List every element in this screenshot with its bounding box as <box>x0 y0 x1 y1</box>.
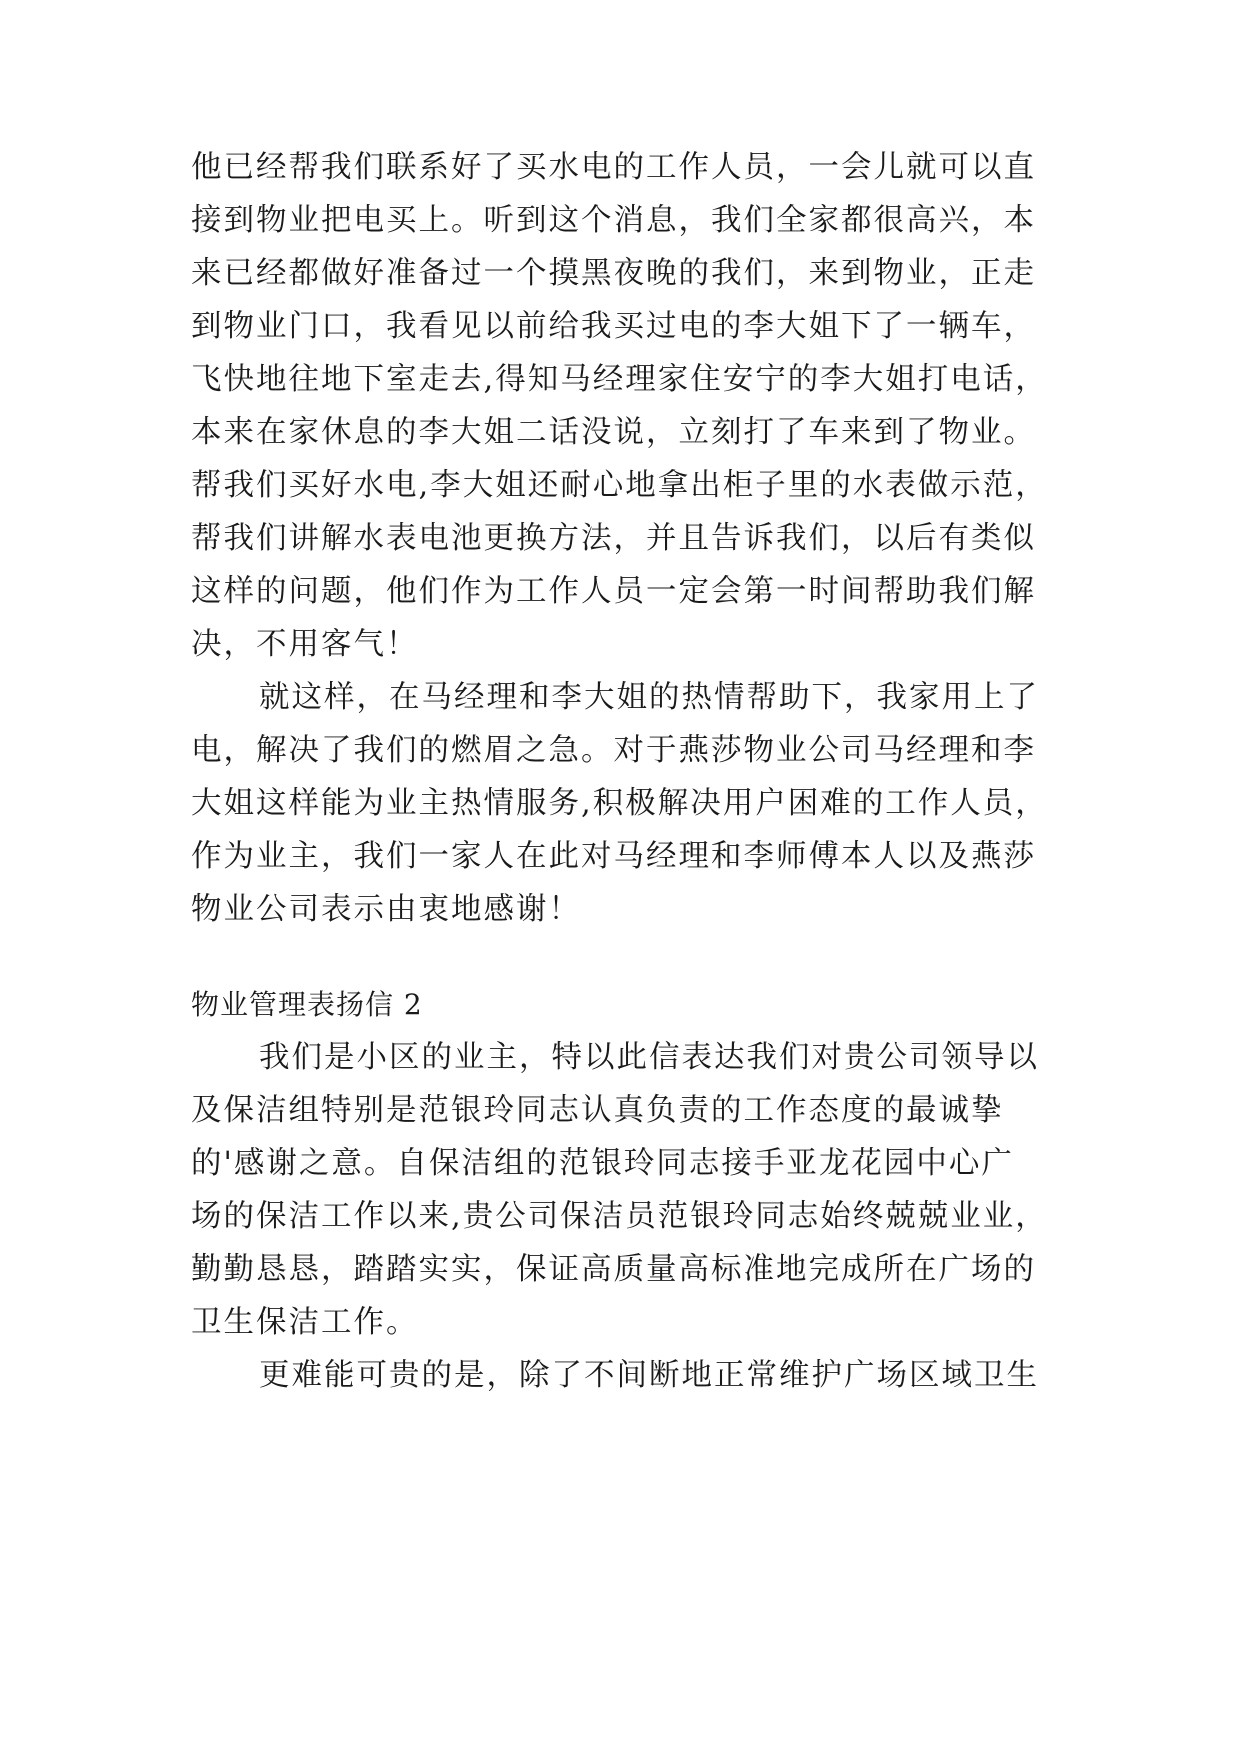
paragraph-line: 来已经都做好准备过一个摸黑夜晚的我们，来到物业，正走 <box>191 256 1036 291</box>
paragraph-line: 及保洁组特别是范银玲同志认真负责的工作态度的最诚挚 <box>191 1093 1004 1128</box>
paragraph-line: 本来在家休息的李大姐二话没说，立刻打了车来到了物业。 <box>191 415 1036 450</box>
paragraph-line: 帮我们买好水电,李大姐还耐心地拿出柜子里的水表做示范， <box>191 468 1048 503</box>
section-heading: 物业管理表扬信 2 <box>191 988 423 1021</box>
paragraph-line: 场的保洁工作以来,贵公司保洁员范银玲同志始终兢兢业业， <box>191 1199 1048 1234</box>
paragraph-line: 物业公司表示由衷地感谢！ <box>191 892 581 927</box>
paragraph-line: 到物业门口，我看见以前给我买过电的李大姐下了一辆车， <box>191 309 1036 344</box>
paragraph-line: 就这样，在马经理和李大姐的热情帮助下，我家用上了 <box>259 680 1039 715</box>
paragraph-line: 我们是小区的业主，特以此信表达我们对贵公司领导以 <box>259 1040 1039 1075</box>
paragraph-line: 他已经帮我们联系好了买水电的工作人员，一会儿就可以直 <box>191 150 1036 185</box>
paragraph-line: 作为业主，我们一家人在此对马经理和李师傅本人以及燕莎 <box>191 839 1036 874</box>
paragraph-line: 大姐这样能为业主热情服务,积极解决用户困难的工作人员， <box>191 786 1048 821</box>
paragraph-line: 飞快地往地下室走去,得知马经理家住安宁的李大姐打电话， <box>191 362 1048 397</box>
paragraph-line: 卫生保洁工作。 <box>191 1305 419 1340</box>
paragraph-line: 这样的问题，他们作为工作人员一定会第一时间帮助我们解 <box>191 574 1036 609</box>
paragraph-line: 帮我们讲解水表电池更换方法，并且告诉我们，以后有类似 <box>191 521 1036 556</box>
paragraph-line: 决，不用客气！ <box>191 627 419 662</box>
paragraph-line: 更难能可贵的是，除了不间断地正常维护广场区域卫生 <box>259 1358 1039 1393</box>
paragraph-line: 的'感谢之意。自保洁组的范银玲同志接手亚龙花园中心广 <box>191 1146 1014 1181</box>
paragraph-line: 电，解决了我们的燃眉之急。对于燕莎物业公司马经理和李 <box>191 733 1036 768</box>
paragraph-line: 勤勤恳恳，踏踏实实，保证高质量高标准地完成所在广场的 <box>191 1252 1036 1287</box>
paragraph-line: 接到物业把电买上。听到这个消息，我们全家都很高兴，本 <box>191 203 1036 238</box>
